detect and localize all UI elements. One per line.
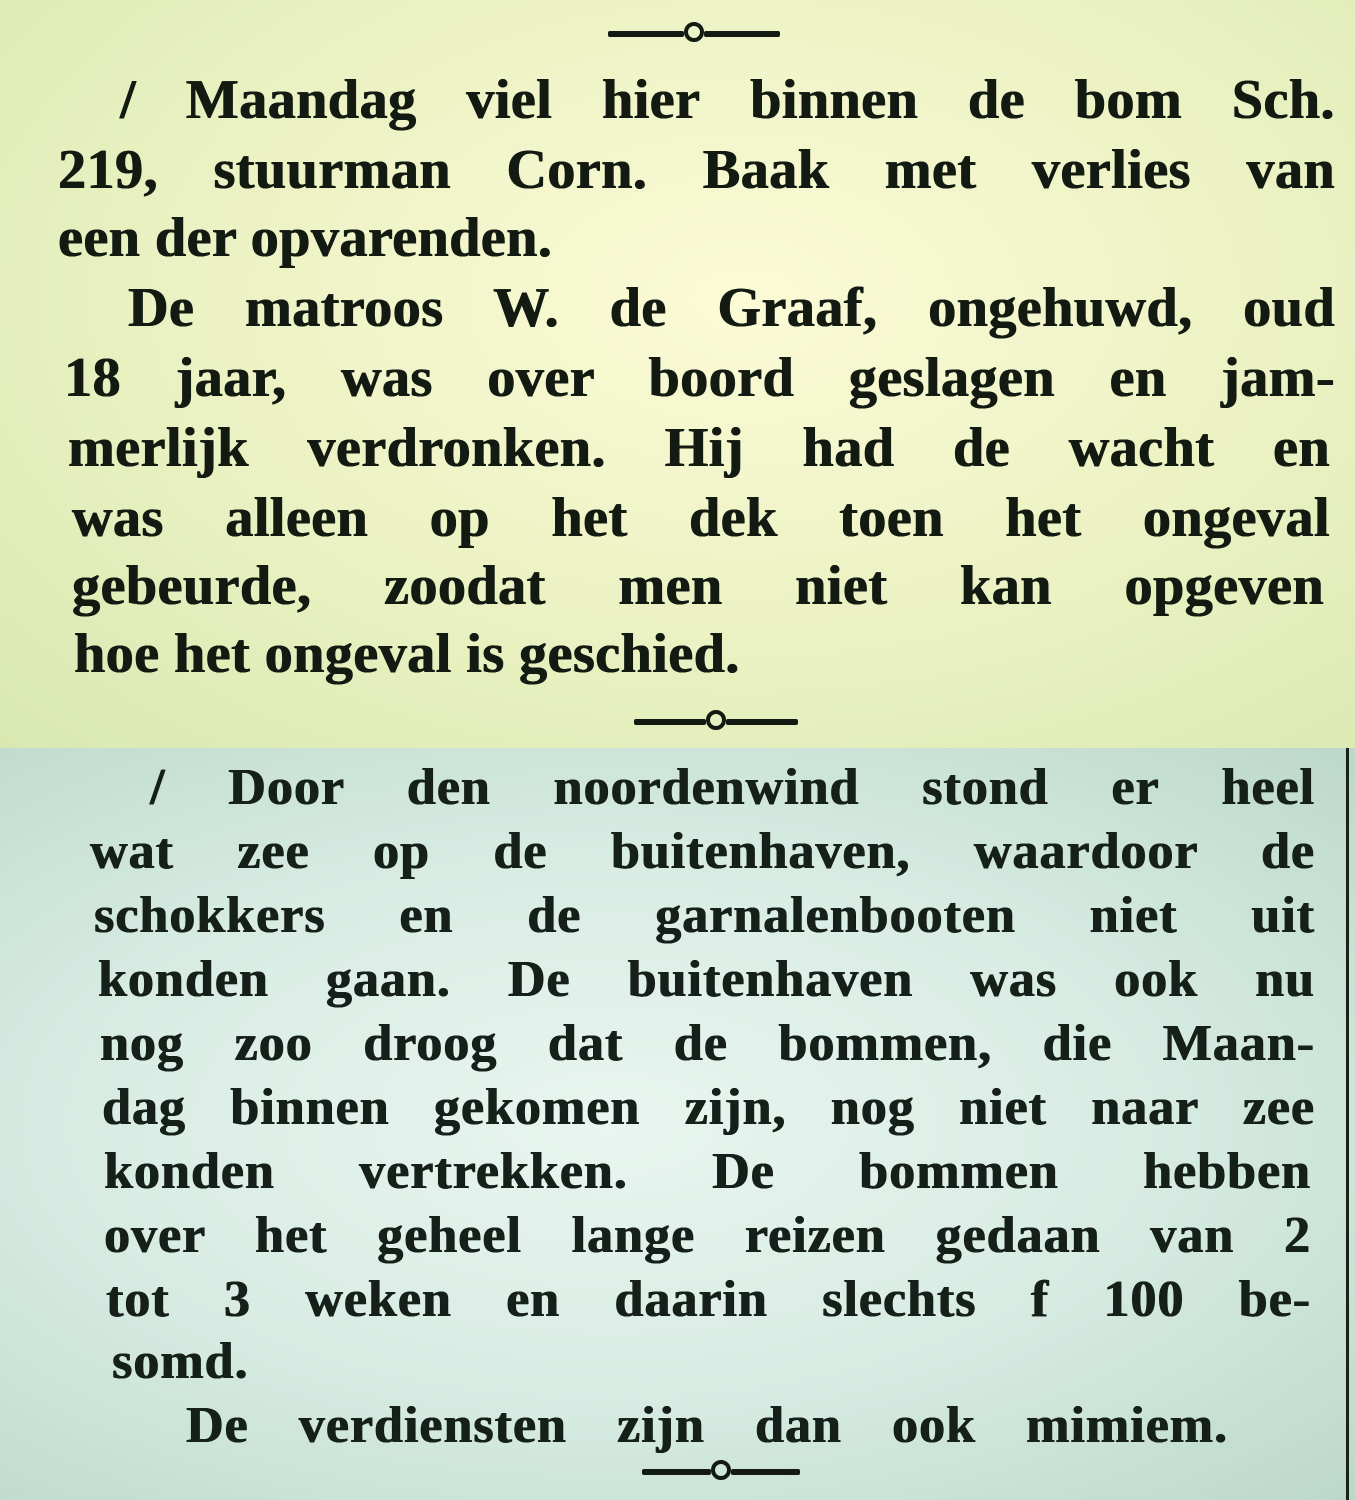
separator-bar-left — [608, 31, 684, 37]
word: Maandag — [185, 69, 417, 131]
article-1-line: was alleen op het dek toen het ongeval — [72, 487, 1330, 549]
word: hier — [602, 69, 701, 131]
article-1-line: merlijk verdronken. Hij had de wacht en — [68, 417, 1330, 479]
article-2-line: schokkers en de garnalenbooten niet uit — [94, 887, 1315, 944]
article-1-line: 18 jaar, was over boord geslagen en jam- — [64, 347, 1335, 409]
word: de — [967, 69, 1025, 131]
separator-bar-right — [704, 31, 780, 37]
word: Sch. — [1231, 69, 1335, 131]
article-2-line: over het geheel lange reizen gedaan van 2 — [104, 1207, 1311, 1264]
separator-bar-left — [634, 719, 706, 725]
word: / — [120, 69, 137, 131]
article-2-line: De verdiensten zijn dan ook mimiem. — [186, 1397, 1228, 1454]
article-2-line: tot 3 weken en daarin slechts f 100 be- — [106, 1271, 1311, 1328]
article-2-line: somd. — [112, 1333, 249, 1390]
article-1-line: gebeurde, zoodat men niet kan opgeven — [72, 555, 1324, 617]
article-2-line: / Door den noordenwind stond er heel — [150, 759, 1315, 816]
article-1-line: een der opvarenden. — [58, 207, 553, 269]
word: bom — [1074, 69, 1183, 131]
separator-ring — [706, 710, 726, 730]
separator-ornament-bottom — [642, 1460, 800, 1484]
separator-bar-right — [726, 719, 798, 725]
word: viel — [466, 69, 553, 131]
separator-ornament-top — [608, 22, 780, 46]
article-1-line: De matroos W. de Graaf, ongehuwd, oud — [128, 277, 1335, 339]
article-1-line: hoe het ongeval is geschied. — [74, 623, 740, 685]
separator-bar-right — [731, 1469, 800, 1475]
clipping-top — [0, 0, 1355, 748]
article-2-line: nog zoo droog dat de bommen, die Maan- — [100, 1015, 1315, 1072]
word: binnen — [750, 69, 919, 131]
separator-ring — [684, 22, 704, 42]
article-2-line: konden vertrekken. De bommen hebben — [104, 1143, 1311, 1200]
clipping-bottom — [0, 748, 1355, 1500]
separator-ring — [711, 1460, 731, 1480]
separator-ornament-middle — [634, 710, 798, 734]
article-1-line: 219, stuurman Corn. Baak met verlies van — [58, 139, 1335, 201]
article-2-line: wat zee op de buitenhaven, waardoor de — [90, 823, 1315, 880]
article-2-line: dag binnen gekomen zijn, nog niet naar zee — [102, 1079, 1315, 1136]
article-2-line: konden gaan. De buitenhaven was ook nu — [98, 951, 1315, 1008]
separator-bar-left — [642, 1469, 711, 1475]
article-1-line — [120, 69, 1335, 131]
